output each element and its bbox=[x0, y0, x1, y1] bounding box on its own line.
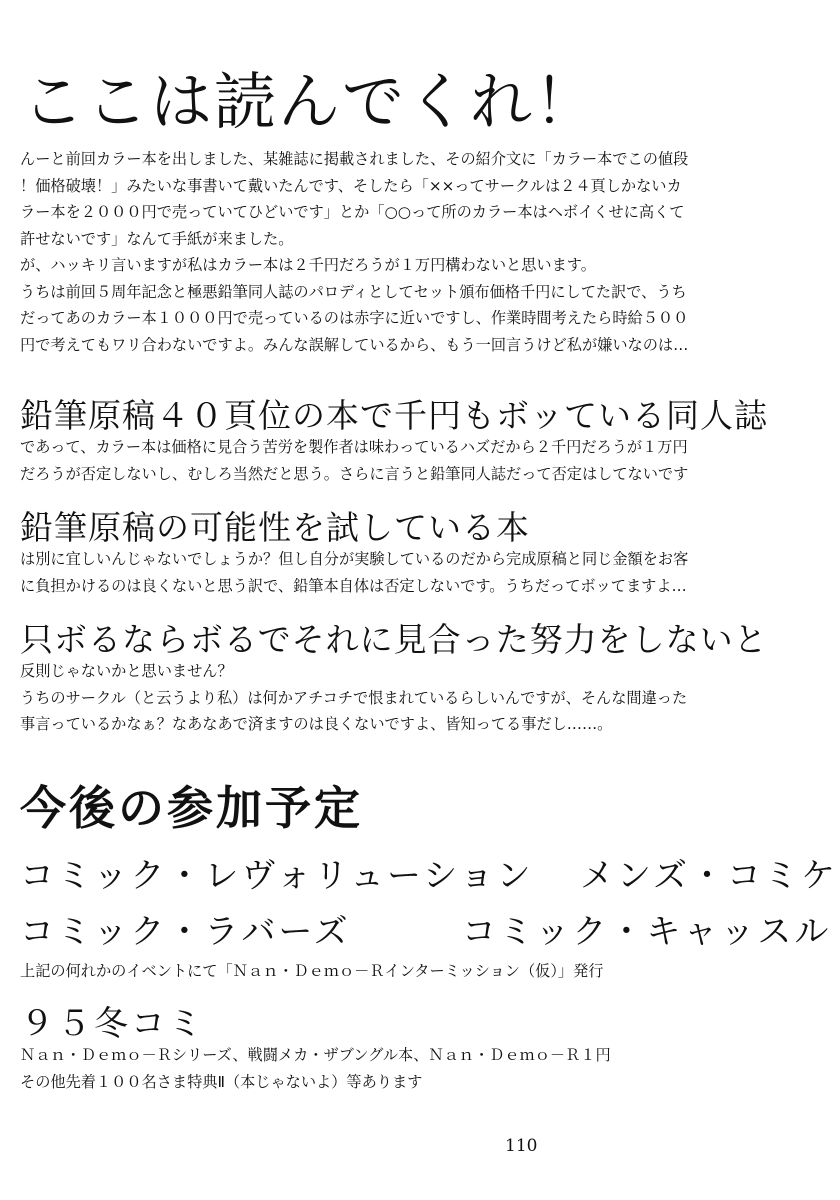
text-line: だろうが否定しないし、むしろ当然だと思う。さらに言うと鉛筆同人誌だって否定はしてないです bbox=[20, 464, 689, 483]
text-line: うちは前回５周年記念と極悪鉛筆同人誌のパロディとしてセット頒布価格千円にしてた訳で、うち bbox=[20, 282, 687, 301]
intro-paragraph bbox=[20, 146, 830, 358]
schedule-title: 今後の参加予定 bbox=[20, 781, 363, 835]
event-note: 上記の何れかのイベントにて「Ｎａｎ・Ｄｅｍｏ－Ｒインターミッション（仮）」発行 bbox=[20, 962, 604, 980]
winter-paragraph bbox=[20, 1042, 830, 1095]
text-line: は別に宜しいんじゃないでしょうか？但し自分が実験しているのだから完成原稿と同じ金額をお客 bbox=[20, 550, 689, 568]
section-heading-1: 鉛筆原稿４０頁位の本で千円もボッている同人誌 bbox=[20, 396, 768, 435]
text-line: ！価格破壊！」みたいな事書いて戴いたんです、そしたら「××ってサークルは２４頁しかないカ bbox=[20, 176, 682, 195]
section-paragraph-3 bbox=[20, 658, 830, 738]
text-line: に負担かけるのは良くないと思う訳で、鉛筆本自体は否定しないです。うちだってボッてますよ… bbox=[20, 576, 687, 595]
text-line: その他先着１００名さま特典Ⅱ（本じゃないよ）等あります bbox=[20, 1072, 423, 1091]
section-heading-2: 鉛筆原稿の可能性を試している本 bbox=[20, 508, 530, 547]
section-paragraph-2 bbox=[20, 546, 830, 599]
text-line: 反則じゃないかと思いません？ bbox=[20, 662, 233, 680]
page-number: 110 bbox=[505, 1136, 538, 1156]
text-line: んーと前回カラー本を出しました、某雑誌に掲載されました、その紹介文に「カラー本でこの値段 bbox=[20, 150, 689, 168]
text-line: Ｎａｎ・Ｄｅｍｏ－Ｒシリーズ、戦闘メカ・ザブングル本、Ｎａｎ・Ｄｅｍｏ－Ｒ１円 bbox=[20, 1046, 611, 1064]
section-heading-3: 只ボるならボるでそれに見合った努力をしないと bbox=[20, 620, 768, 659]
text-line: 許せないです」なんて手紙が来ました。 bbox=[20, 229, 294, 248]
text-line: が、ハッキリ言いますが私はカラー本は２千円だろうが１万円構わないと思います。 bbox=[20, 256, 596, 274]
event-name: コミック・キャッスル bbox=[462, 912, 832, 952]
event-name: コミック・レヴォリューション bbox=[20, 856, 534, 896]
text-line: 事言っているかなぁ？なあなあで済ますのは良くないですよ、皆知ってる事だし……。 bbox=[20, 715, 613, 733]
event-name: メンズ・コミケ bbox=[580, 856, 838, 896]
section-paragraph-1 bbox=[20, 434, 830, 487]
text-line: 円で考えてもワリ合わないですよ。みんな誤解しているから、もう一回言うけど私が嫌いなのは… bbox=[20, 335, 689, 354]
text-line: うちのサークル（と云うより私）は何かアチコチで恨まれているらしいんですが、そんな間違った bbox=[20, 688, 688, 707]
page-title: ここは読んでくれ！ bbox=[22, 65, 599, 138]
winter-title: ９５冬コミ bbox=[20, 1004, 205, 1044]
text-line: であって、カラー本は価格に見合う苦労を製作者は味わっているハズだから２千円だろうが１万円 bbox=[20, 438, 688, 456]
text-line: ラー本を２０００円で売っていてひどいです」とか「○○って所のカラー本はヘボイくせに高くて bbox=[20, 203, 685, 221]
event-name: コミック・ラバーズ bbox=[20, 912, 351, 952]
text-line: だってあのカラー本１０００円で売っているのは赤字に近いですし、作業時間考えたら時給５００ bbox=[20, 309, 689, 327]
